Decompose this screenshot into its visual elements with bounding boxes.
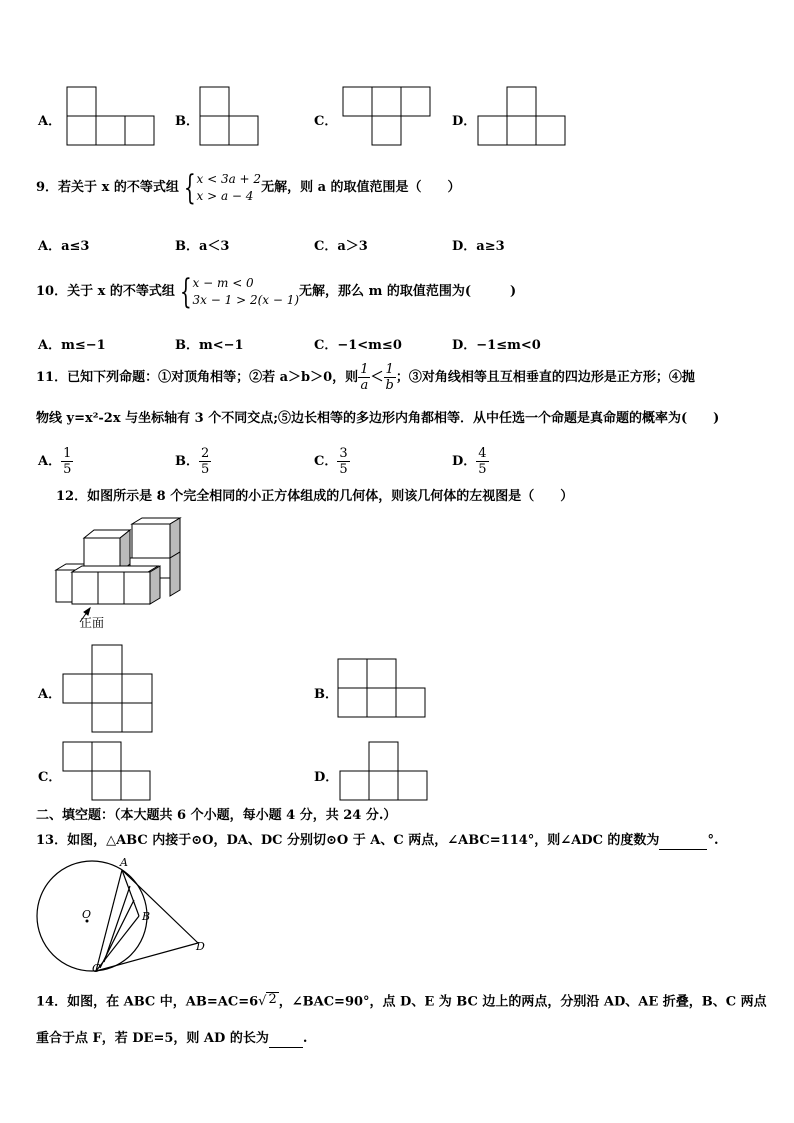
q11-option-d-label: D． [452,454,477,469]
q13-text: 13．如图，△ABC 内接于⊙O，DA、DC 分别切⊙O 于 A、C 两点，∠ABC=114°，则∠ADC 的度数为 [36,833,660,848]
q9-option-b[interactable]: B．a＜3 [175,239,230,254]
q11-line-2: 物线 y=x²-2x 与坐标轴有 3 个不同交点;⑤边长相等的多边形内角都相等．从中任选一个命题是真命题的概率为( ) [36,411,720,426]
q9-option-c[interactable]: C．a＞3 [314,239,368,254]
q10-suffix: 无解，那么 m 的取值范围为( ) [299,284,517,299]
q8-option-c-label[interactable]: C． [314,114,338,129]
q12-option-c-figure [62,741,154,803]
q11-option-a[interactable] [38,444,73,480]
q10-option-a[interactable]: A．m≤−1 [38,338,106,353]
q9-option-d[interactable]: D．a≥3 [452,239,505,254]
q13-circle-tangent-figure [34,856,214,976]
q11-option-c[interactable] [314,444,350,480]
q9-ineq-2: x > a − 4 [196,188,254,203]
q14-text-a: 14．如图，在 ABC 中，AB=AC=6 [36,994,259,1010]
q11-fraction-1-over-b: $\frac{1}{b}$ [385,362,394,393]
q12-option-d-label[interactable]: D． [314,770,339,785]
q11-less-than: ＜ [370,370,384,385]
brace-icon: { [183,167,196,208]
q11-option-d-fraction: $\frac{4}{5}$ [478,446,487,477]
q13-label-d: D [196,940,205,953]
q10-option-c[interactable]: C．−1<m≤0 [314,338,402,353]
q8-option-b-label[interactable]: B． [175,114,199,129]
q9-prefix: 9．若关于 x 的不等式组 [36,180,179,195]
brace-icon: { [179,271,192,312]
q13-label-o: O [82,908,92,921]
q10-inequality-system [175,271,300,312]
q12-option-a-figure [62,644,156,734]
q8-option-b-figure [199,86,261,148]
q13-label-b: B [142,910,151,923]
q11-line-1 [36,360,695,396]
q10-prefix: 10．关于 x 的不等式组 [36,284,175,299]
q12-stem: 12．如图所示是 8 个完全相同的小正方体组成的几何体，则该几何体的左视图是（ ） [56,489,574,504]
q11-option-a-fraction: $\frac{1}{5}$ [63,446,72,477]
q11-option-a-label: A． [38,454,62,469]
q9-stem [36,168,461,208]
q14-line-1 [36,992,767,1013]
q8-option-a-label[interactable]: A． [38,114,62,129]
q10-ineq-1: x − m < 0 [192,275,254,290]
q8-option-c-figure [342,86,434,148]
q12-option-b-figure [337,658,429,720]
q13-tail: °. [707,833,719,848]
q13-stem [36,833,718,850]
q9-suffix: 无解，则 a 的取值范围是（ ） [261,180,461,195]
q9-inequality-system [179,167,262,208]
q14-tail: . [302,1031,308,1046]
q10-option-d[interactable]: D．−1≤m<0 [452,338,541,353]
q8-option-d-figure [477,86,569,148]
q8-option-d-label[interactable]: D． [452,114,477,129]
q11-fraction-1-over-a: $\frac{1}{a}$ [360,362,369,393]
section-2-title: 二、填空题：（本大题共 6 个小题，每小题 4 分，共 24 分.） [36,808,397,823]
q13-answer-blank[interactable] [659,833,707,850]
q13-label-c: C [92,962,101,975]
q12-option-b-label[interactable]: B． [314,687,338,702]
q12-option-d-figure [339,741,431,803]
q12-option-c-label[interactable]: C． [38,770,62,785]
q9-option-a[interactable]: A．a≤3 [38,239,90,254]
q9-ineq-1: x < 3a + 2 [196,171,262,186]
q8-option-a-figure [66,86,158,148]
q14-line-2 [36,1031,307,1048]
q11-option-b[interactable] [175,444,211,480]
q11-option-c-fraction: $\frac{3}{5}$ [339,446,348,477]
q10-ineq-2: 3x − 1 > 2(x − 1) [192,292,300,307]
q11-text-a: 11．已知下列命题：①对顶角相等；②若 a＞b＞0，则 [36,370,359,385]
q14-answer-blank[interactable] [269,1031,303,1048]
q14-sqrt: √ 2 [258,992,279,1012]
q11-option-d[interactable] [452,444,489,480]
q11-option-b-label: B． [175,454,199,469]
q11-option-b-fraction: $\frac{2}{5}$ [201,446,210,477]
q11-text-b: ；③对角线相等且互相垂直的四边形是正方形；④抛 [395,370,695,385]
q12-option-a-label[interactable]: A． [38,687,62,702]
q13-label-a: A [120,856,128,869]
q12-front-label: 正面 [80,616,105,630]
q11-option-c-label: C． [314,454,338,469]
q10-option-b[interactable]: B．m<−1 [175,338,244,353]
q10-stem [36,272,516,312]
q14-text-line2: 重合于点 F，若 DE=5，则 AD 的长为 [36,1031,269,1046]
q12-cube-solid-figure [50,516,160,634]
q14-text-b: ，∠BAC=90°，点 D、E 为 BC 边上的两点，分别沿 AD、AE 折叠，B、C 两点 [278,994,767,1010]
sqrt-icon: √ [258,994,267,1009]
